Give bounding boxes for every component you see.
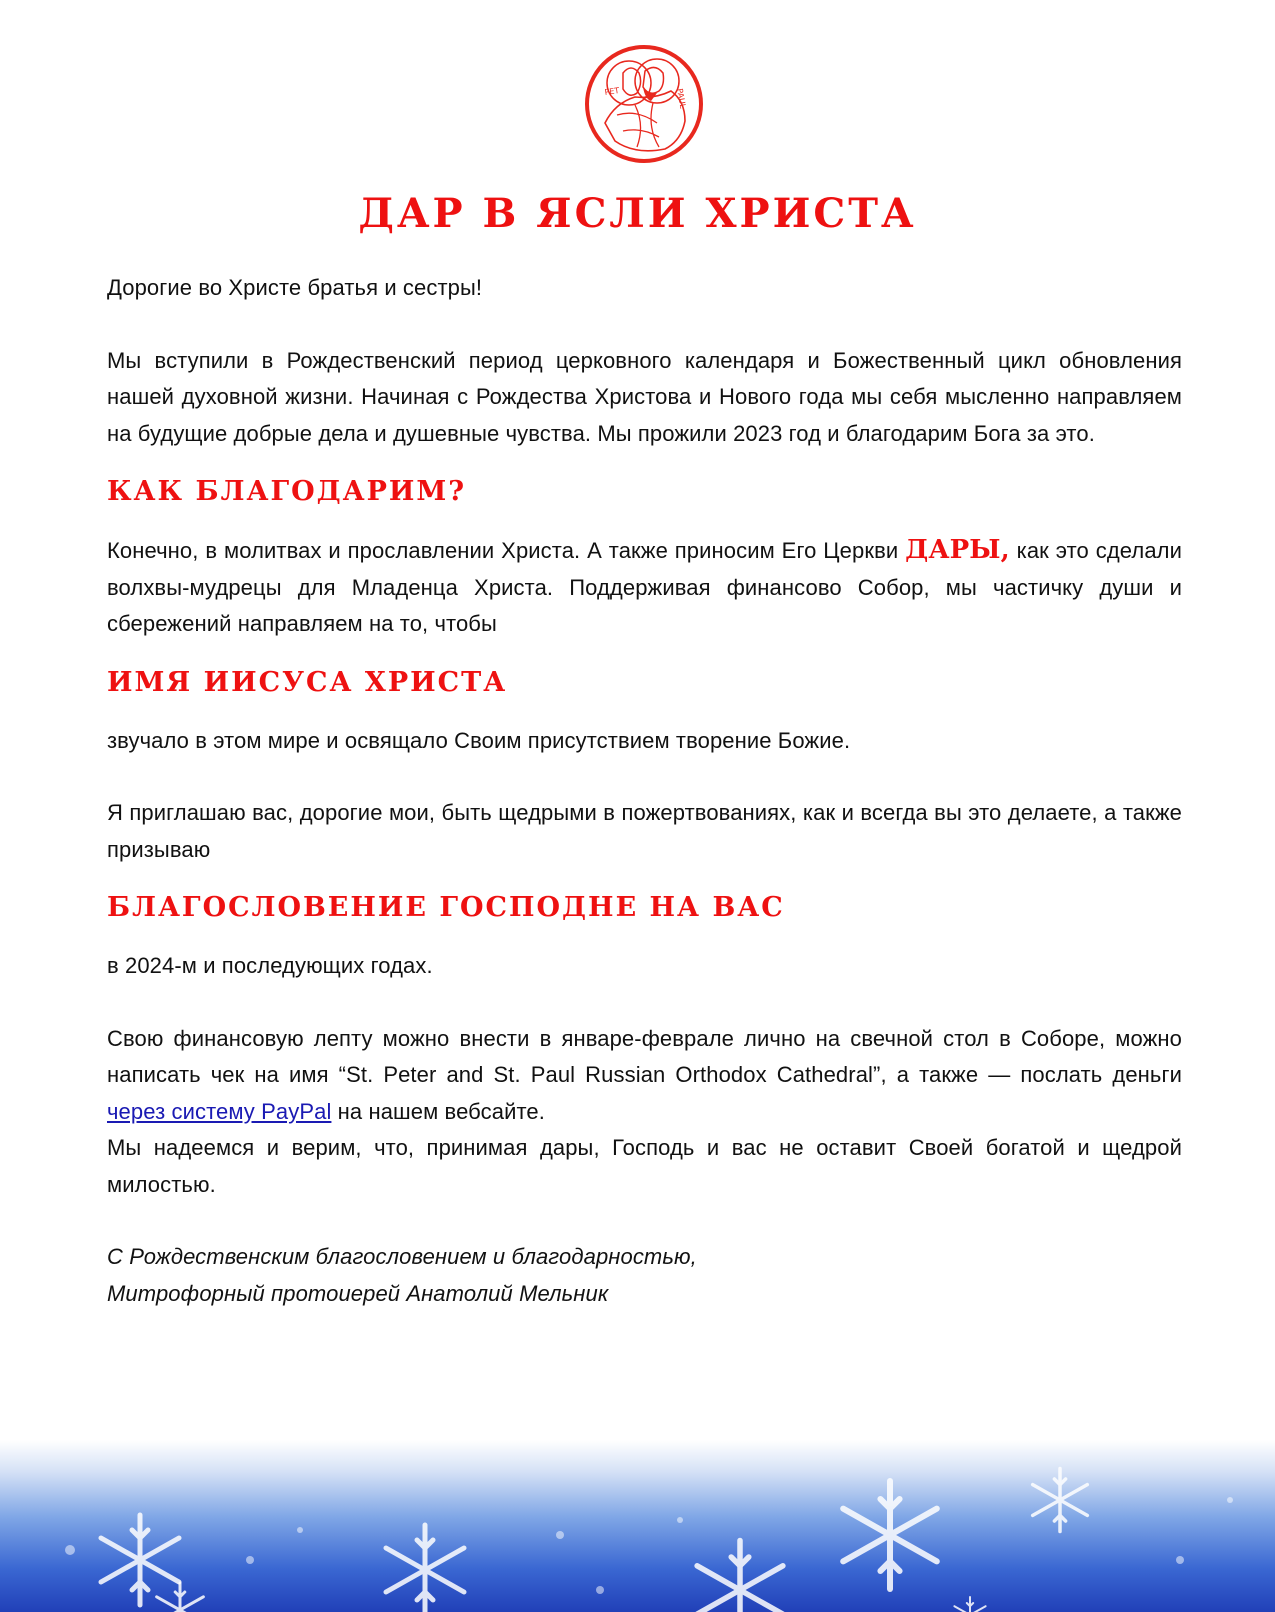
page-title: ДАР В ЯСЛИ ХРИСТА <box>358 190 917 237</box>
church-logo <box>583 43 705 165</box>
svg-text:PAUL: PAUL <box>675 87 688 110</box>
invite-paragraph: Я приглашаю вас, дорогие мои, быть щедрыми в пожертвованиях, как и всегда вы это делаете, а также призываю <box>107 800 1182 862</box>
letter-body <box>107 270 1182 1312</box>
paypal-link[interactable]: через систему PayPal <box>107 1098 332 1124</box>
years-paragraph: в 2024-м и последующих годах. <box>107 953 433 978</box>
heading-name-of-jesus: ИМЯ ИИСУСА ХРИСТА <box>107 666 508 698</box>
sound-paragraph: звучало в этом мире и освящало Своим присутствием творение Божие. <box>107 727 851 753</box>
gifts-highlight: ДАРЫ, <box>905 535 1010 565</box>
hope-paragraph: Мы надеемся и верим, что, принимая дары, Господь и вас не оставит Своей богатой и щедрой милостью. <box>107 1135 1182 1197</box>
snowflake-footer-banner <box>0 1440 1275 1612</box>
intro-paragraph: Мы вступили в Рождественский период церковного календаря и Божественный цикл обновления нашей духовной жизни. Начиная с Рождества Христова и Нового года мы себя мысленно направляем на будущие добрые дела и душевные чувства. Мы прожили 2023 год и благодарим Бога за это. <box>107 347 1182 446</box>
signature-line-1: С Рождественским благословением и благодарностью, <box>107 1244 697 1269</box>
signature <box>107 1239 1182 1312</box>
heading-blessing: БЛАГОСЛОВЕНИЕ ГОСПОДНЕ НА ВАС <box>107 892 785 923</box>
svg-text:PET: PET <box>604 86 620 97</box>
snowflake-icon <box>0 1440 1275 1612</box>
gifts-paragraph: Конечно, в молитвах и прославлении Христа. А также приносим Его Церкви ДАРЫ, как это сделали волхвы-мудрецы для Младенца Христа. Поддерживая финансово Собор, мы частичку души и сбережений направляем на то, чтобы <box>107 535 1182 636</box>
donation-paragraph: Свою финансовую лепту можно внести в январе-феврале лично на свечной стол в Соборе, можно написать чек на имя “St. Peter and St. Paul Russian Orthodox Cathedral”, а также — послать деньги через систему PayPal на нашем вебсайте. <box>107 1025 1182 1124</box>
heading-how-we-thank: КАК БЛАГОДАРИМ? <box>107 476 467 507</box>
saints-icon <box>583 43 705 165</box>
signature-line-2: Митрофорный протоиерей Анатолий Мельник <box>107 1280 609 1306</box>
greeting: Дорогие во Христе братья и сестры! <box>107 275 483 300</box>
